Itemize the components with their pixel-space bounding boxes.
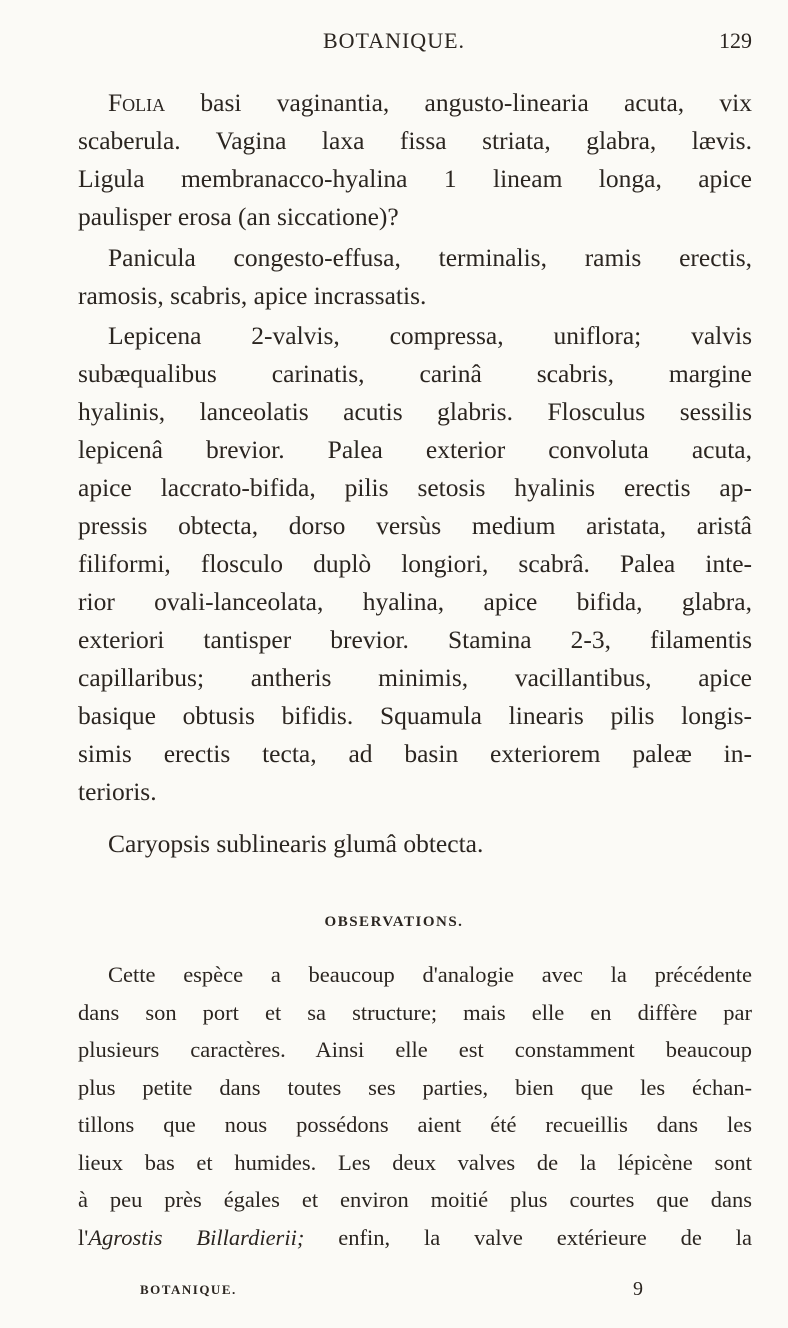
lead-word: Folia <box>108 88 166 117</box>
text-line: capillaribus; antheris minimis, vacillantibus, apice <box>78 663 752 692</box>
text-line: subæqualibus carinatis, carinâ scabris, margine <box>78 359 752 388</box>
text-line: tillons que nous possédons aient été recueillis dans les <box>78 1112 752 1137</box>
text-line: paulisper erosa (an siccatione)? <box>78 202 399 231</box>
paragraph-lepicena <box>78 317 752 811</box>
text-line: dans son port et sa structure; mais elle en diffère par <box>78 999 752 1025</box>
text-line: lieux bas et humides. Les deux valves de la lépicène sont <box>78 1149 752 1175</box>
text-line: l'Agrostis Billardierii; enfin, la valve extérieure de la <box>78 1224 752 1250</box>
paragraph-caryopsis <box>78 825 752 863</box>
text-line: exteriori tantisper brevior. Stamina 2-3, filamentis <box>78 625 752 654</box>
text-line: simis erectis tecta, ad basin exteriorem paleæ in- <box>78 739 752 768</box>
footer-signature-number: 9 <box>633 1278 643 1300</box>
text-line: hyalinis, lanceolatis acutis glabris. Flosculus sessilis <box>78 397 752 426</box>
species-name: Agrostis Billardierii; <box>88 1224 305 1250</box>
text-line: basique obtusis bifidis. Squamula linearis pilis longis- <box>78 701 752 730</box>
paragraph-observations <box>78 956 752 1256</box>
paragraph-panicula <box>78 239 752 315</box>
page-number: 129 <box>719 28 752 53</box>
text-line: rior ovali-lanceolata, hyalina, apice bifida, glabra, <box>78 587 752 616</box>
text-line: Panicula congesto-effusa, terminalis, ramis erectis, <box>108 243 752 272</box>
text-line: scaberula. Vagina laxa fissa striata, glabra, lævis. <box>78 126 752 155</box>
running-header-title: BOTANIQUE. <box>322 28 466 53</box>
text-line: plus petite dans toutes ses parties, bien que les échan- <box>78 1074 752 1100</box>
text-line: Folia basi vaginantia, angusto-linearia acuta, vix <box>108 88 752 117</box>
text-line: Ligula membranacco-hyalina 1 lineam longa, apice <box>78 164 752 193</box>
section-heading-observations: OBSERVATIONS. <box>324 914 464 930</box>
text-line: Lepicena 2-valvis, compressa, uniflora; valvis <box>108 321 752 350</box>
text-line: à peu près égales et environ moitié plus courtes que dans <box>78 1187 752 1212</box>
text-line: Cette espèce a beaucoup d'analogie avec la précédente <box>108 962 752 987</box>
text-line: apice laccrato-bifida, pilis setosis hyalinis erectis ap- <box>78 473 752 502</box>
text-line: pressis obtecta, dorso versùs medium aristata, aristâ <box>78 511 752 540</box>
text-line: terioris. <box>78 777 157 806</box>
text-line: Caryopsis sublinearis glumâ obtecta. <box>108 829 484 858</box>
text-line: lepicenâ brevior. Palea exterior convoluta acuta, <box>78 435 752 464</box>
footer-signature: BOTANIQUE. <box>140 1282 237 1297</box>
text-line: filiformi, flosculo duplò longiori, scabrâ. Palea inte- <box>78 549 752 578</box>
text-line: ramosis, scabris, apice incrassatis. <box>78 281 427 310</box>
text-line: plusieurs caractères. Ainsi elle est constamment beaucoup <box>78 1037 752 1062</box>
paragraph-folia <box>78 84 752 236</box>
